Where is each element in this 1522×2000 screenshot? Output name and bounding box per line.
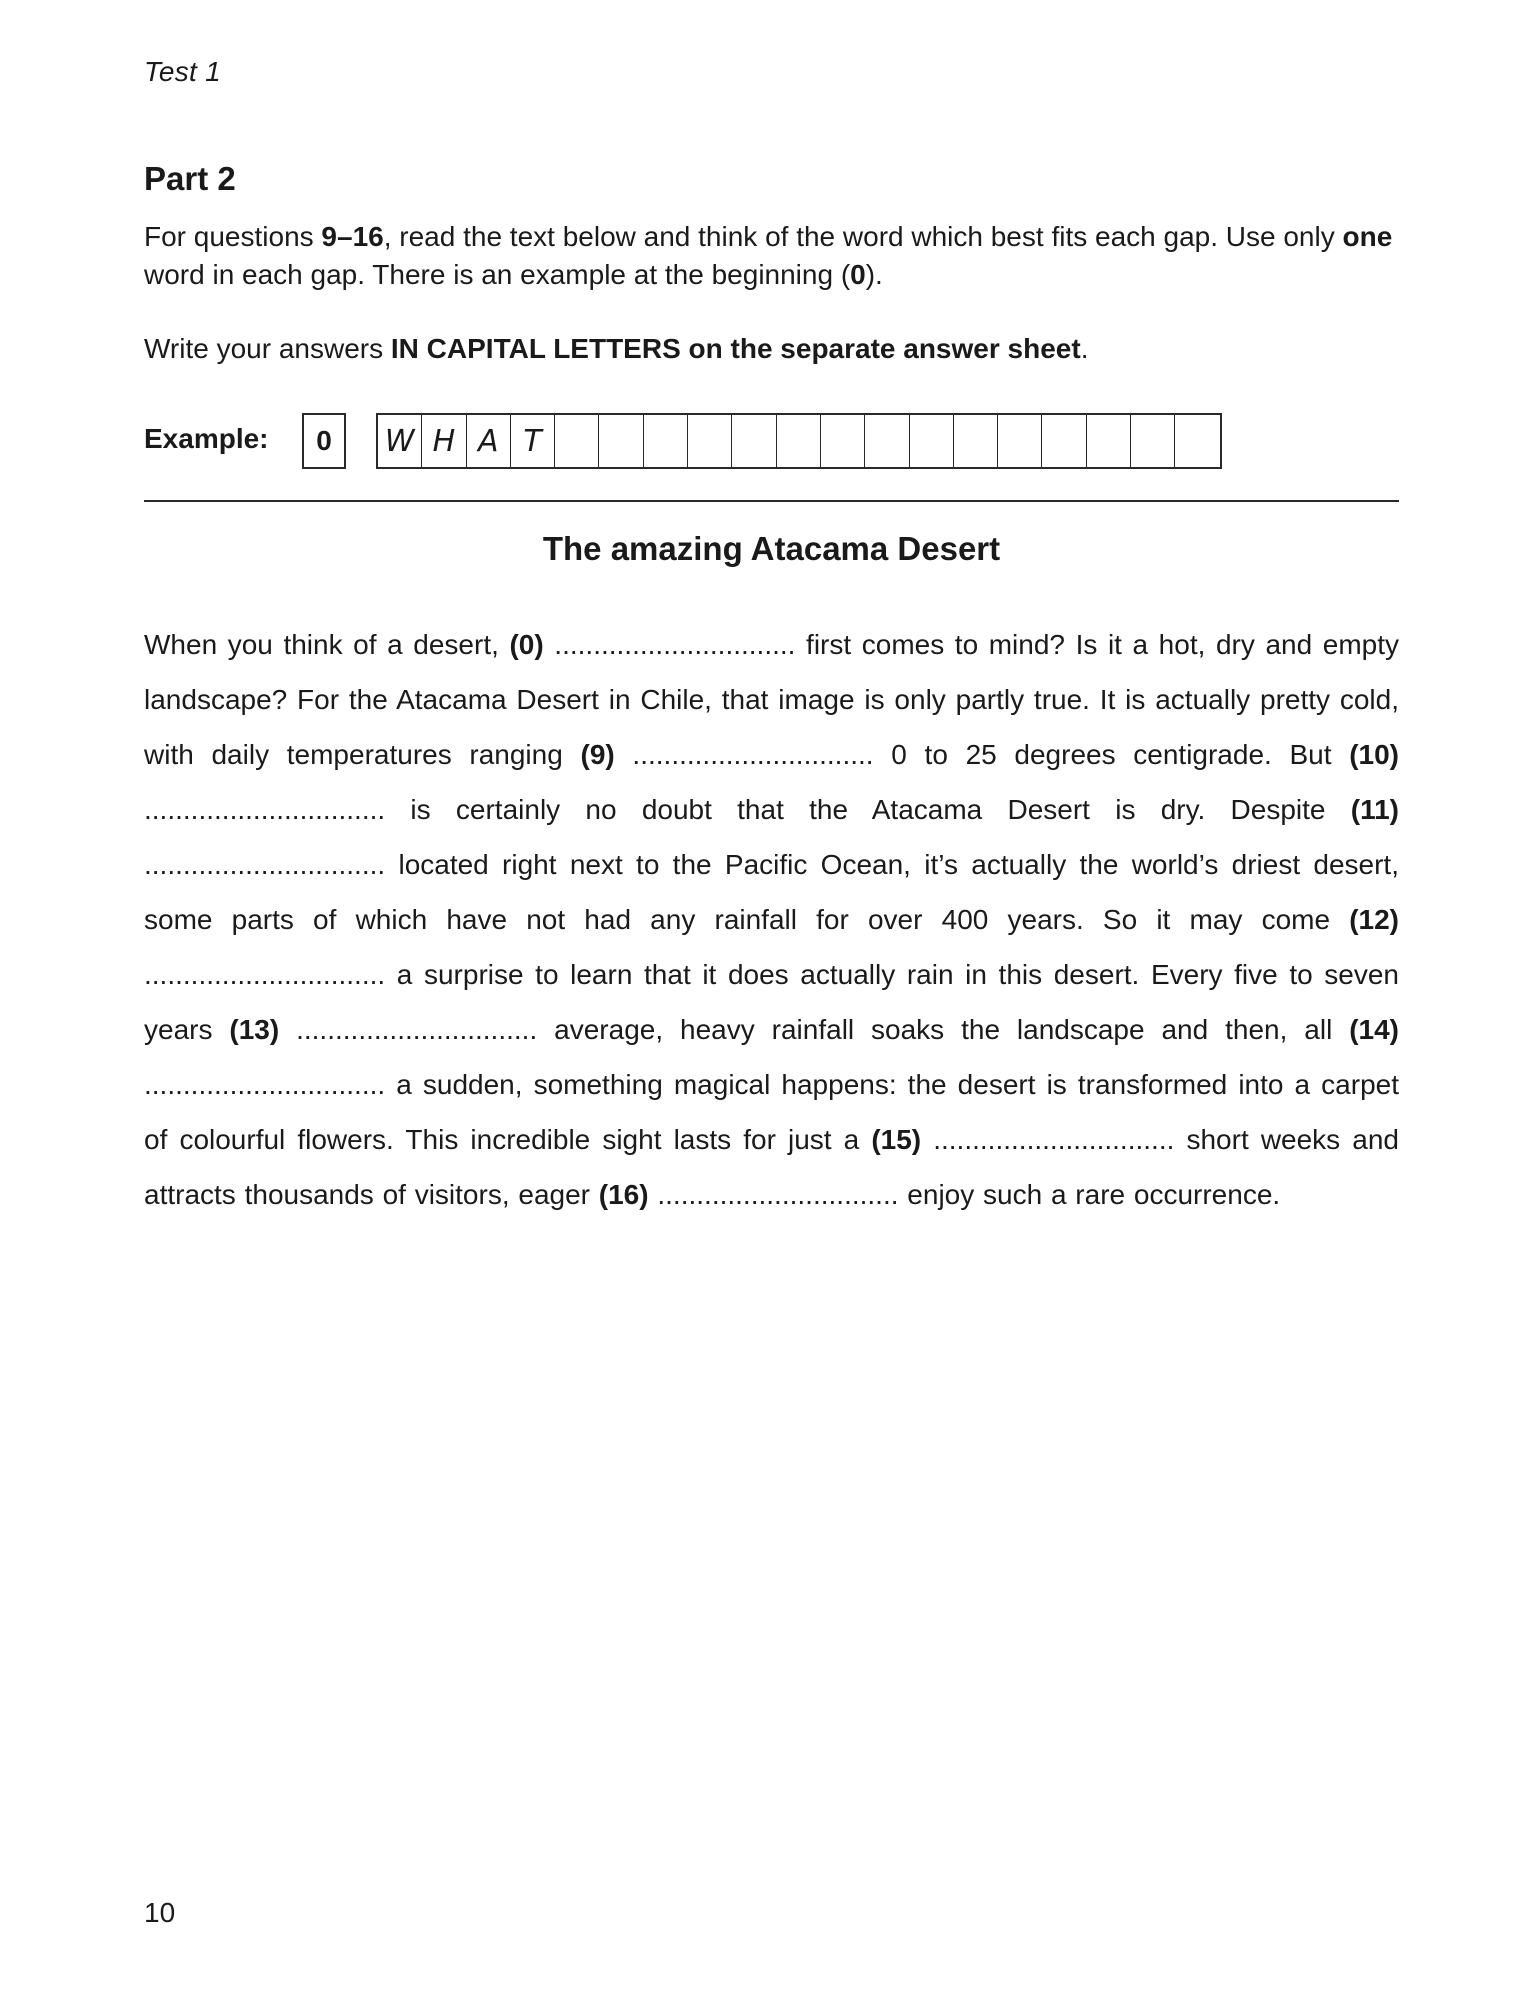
answer-cell [599, 415, 643, 467]
passage-text: a surprise to learn that it does actually rain in this desert. Every five to seven years [144, 959, 1399, 1045]
passage-text: average, heavy rainfall soaks the landscape and then, all [537, 1014, 1350, 1045]
answer-cell [555, 415, 599, 467]
answer-cell: T [511, 415, 555, 467]
instruction-emphasis: IN CAPITAL LETTERS on the separate answer sheet [390, 333, 1081, 364]
answer-cell [821, 415, 865, 467]
answer-cell [998, 415, 1042, 467]
question-number: (11) [1350, 794, 1399, 825]
divider [144, 500, 1399, 502]
question-number: (15) [871, 1124, 922, 1155]
question-number: (13) [229, 1014, 280, 1045]
answer-cell [910, 415, 954, 467]
instructions [144, 218, 1399, 368]
passage-title: The amazing Atacama Desert [542, 530, 1001, 567]
test-header: Test 1 [144, 56, 222, 87]
instruction-text: Write your answers [144, 333, 391, 364]
passage-body [144, 617, 1399, 1222]
answer-cell [1175, 415, 1219, 467]
answer-cell [954, 415, 998, 467]
answer-cell: H [422, 415, 466, 467]
passage-text: short weeks and attracts thousands of visitors, eager [144, 1124, 1399, 1210]
answer-cell [777, 415, 821, 467]
answer-gap: ............................... [296, 1014, 538, 1045]
answer-cell [865, 415, 909, 467]
answer-cell [644, 415, 688, 467]
page-number: 10 [144, 1897, 176, 1928]
answer-gap: ............................... [632, 739, 874, 770]
question-number: (10) [1349, 739, 1399, 770]
answer-cell [688, 415, 732, 467]
answer-gap: ............................... [144, 1069, 386, 1100]
passage-text: first comes to mind? Is it a hot, dry and empty landscape? For the Atacama Desert in Chile, that image is only partly true. It is actually pretty cold, with daily temperatures ranging [144, 629, 1399, 770]
answer-cell [1131, 415, 1175, 467]
example-label: Example: [144, 423, 269, 454]
instruction-text: , read the text below and think of the word which best fits each gap. Use only [383, 221, 1343, 252]
example-answer-boxes [376, 413, 1222, 469]
answer-cell [732, 415, 776, 467]
part-title: Part 2 [144, 160, 236, 197]
example-number-box: 0 [302, 413, 346, 469]
instruction-text: For questions [144, 221, 322, 252]
answer-cell: A [467, 415, 511, 467]
question-number: (14) [1349, 1014, 1399, 1045]
answer-gap: ............................... [657, 1179, 899, 1210]
passage-text: When you think of a desert, [144, 629, 510, 660]
answer-gap: ............................... [144, 959, 386, 990]
passage-text: enjoy such a rare occurrence. [898, 1179, 1281, 1210]
instruction-text: ). [865, 259, 883, 290]
instruction-answers [144, 330, 1399, 368]
question-number: (9) [580, 739, 615, 770]
passage-text: 0 to 25 degrees centigrade. But [873, 739, 1350, 770]
answer-gap: ............................... [144, 794, 386, 825]
answer-cell [1087, 415, 1131, 467]
question-range: 9–16 [321, 221, 384, 252]
answer-cell: W [378, 415, 422, 467]
question-number: (0) [509, 629, 544, 660]
answer-gap: ............................... [933, 1124, 1175, 1155]
passage-text: located right next to the Pacific Ocean, it’s actually the world’s driest desert, some parts of which have not had any rainfall for over 400 years. So it may come [144, 849, 1399, 935]
instruction-questions [144, 218, 1399, 294]
answer-gap: ............................... [554, 629, 796, 660]
answer-gap: ............................... [144, 849, 386, 880]
instruction-example-number: 0 [850, 259, 866, 290]
instruction-emphasis: one [1342, 221, 1393, 252]
passage [144, 617, 1399, 1222]
instruction-text: . [1080, 333, 1089, 364]
passage-text: is certainly no doubt that the Atacama Desert is dry. Despite [385, 794, 1351, 825]
instruction-text: word in each gap. There is an example at the beginning ( [144, 259, 851, 290]
question-number: (16) [598, 1179, 649, 1210]
question-number: (12) [1349, 904, 1399, 935]
passage-text: a sudden, something magical happens: the desert is transformed into a carpet of colourful flowers. This incredible sight lasts for just a [144, 1069, 1399, 1155]
answer-cell [1042, 415, 1086, 467]
